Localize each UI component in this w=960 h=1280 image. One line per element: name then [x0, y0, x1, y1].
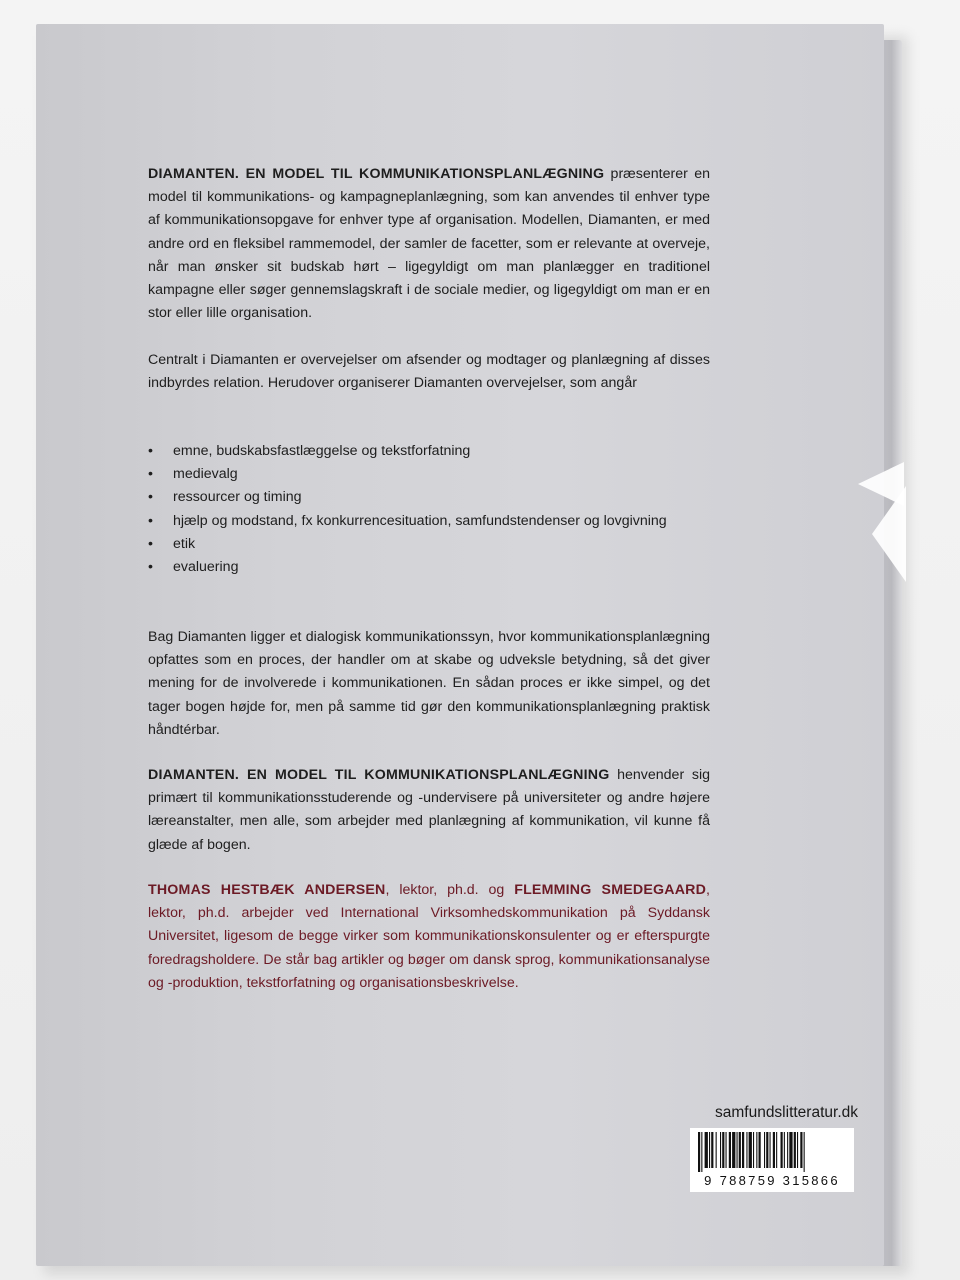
barcode-bars — [696, 1132, 848, 1172]
barcode-bar — [742, 1132, 744, 1168]
barcode-bar — [746, 1132, 747, 1168]
barcode-bar — [709, 1132, 710, 1168]
barcode-bar — [797, 1132, 798, 1168]
barcode-bar — [787, 1132, 788, 1168]
barcode-bar — [794, 1132, 796, 1168]
list-item: • emne, budskabsfastlæggelse og tekstforfatning — [148, 440, 708, 463]
barcode-bar — [781, 1132, 783, 1168]
barcode-bar — [720, 1132, 721, 1168]
book-title: DIAMANTEN. EN MODEL TIL KOMMUNIKATIONSPLANLÆGNING — [148, 166, 605, 182]
barcode-bar — [766, 1132, 768, 1168]
barcode-bar — [776, 1132, 777, 1168]
authors-bio: , lektor, ph.d. arbejder ved International Virksomhedskommunikation på Syddansk Universitet, ligesom de begge virker som kommunikationskonsulenter og er efterspurgte foredragsholdere. De står bag artikler og bøger om dansk sprog, kommunikationsanalyse og -produktion, tekstforfatning og organisationsbeskrivelse. — [148, 882, 710, 991]
barcode-bar — [773, 1132, 775, 1168]
author-connector: , lektor, ph.d. og — [385, 882, 515, 898]
intro-text: præsenterer en model til kommunikations- og kampagneplanlægning, som kan anvendes til enhver type af kommunikationsopgave for enhver type af organisation. Modellen, Diamanten, er med andre ord en fleksibel rammemodel, der samler de facetter, som er relevante at overveje, når man ønsker sit budskab hørt – ligegyldigt om man planlægger en traditionel kampagne eller søger gennemslagskraft i de sociale medier, og ligegyldigt om man er en stor eller lille organisation. — [148, 166, 710, 322]
barcode-bar — [716, 1132, 717, 1168]
barcode-bar — [770, 1132, 771, 1168]
book-title-repeat: DIAMANTEN. EN MODEL TIL KOMMUNIKATIONSPLANLÆGNING — [148, 767, 610, 783]
barcode-bar — [701, 1132, 702, 1172]
audience-text: henvender sig primært til kommunikationsstuderende og -undervisere på universiteter og andre højere læreanstalter, men alle, som arbejder med planlægning af kommunikation, vil kunne få glæde af bogen. — [148, 767, 710, 853]
authors-paragraph — [148, 879, 710, 995]
barcode-bar — [756, 1132, 757, 1168]
barcode-bar — [800, 1132, 802, 1168]
list-item: • etik — [148, 533, 708, 556]
author-name-1: THOMAS HESTBÆK ANDERSEN — [148, 882, 386, 898]
dialogic-paragraph: Bag Diamanten ligger et dialogisk kommunikationssyn, hvor kommunikationsplanlægning opfattes som en proces, der handler om at skabe og udveksle betydning, så det giver mening for de involverede i kommunikationen. En sådan proces er ikke simpel, og det tager bogen højde for, men på samme tid gør den kommunikationsplanlægning praktisk håndtérbar. — [148, 629, 710, 738]
publisher-website: samfundslitteratur.dk — [714, 1104, 858, 1121]
central-paragraph: Centralt i Diamanten er overvejelser om afsender og modtager og planlægning af disses indbyrdes relation. Herudover organiserer Diamanten overvejelser, som angår — [148, 352, 710, 392]
barcode — [690, 1128, 854, 1192]
barcode-bar — [726, 1132, 727, 1168]
barcode-bar — [739, 1132, 741, 1168]
topics-list — [148, 440, 708, 579]
barcode-bar — [759, 1132, 761, 1168]
list-item: • ressourcer og timing — [148, 486, 708, 509]
barcode-bar — [722, 1132, 724, 1168]
isbn-number: 9 788759 315866 — [704, 1173, 840, 1188]
list-item: • hjælp og modstand, fx konkurrencesituation, samfundstendenser og lovgivning — [148, 510, 708, 533]
spine-diamond-mark-lower — [872, 486, 906, 582]
list-item: • evaluering — [148, 556, 708, 579]
barcode-bar — [784, 1132, 785, 1168]
barcode-bar — [711, 1132, 713, 1168]
barcode-bar — [737, 1132, 738, 1168]
barcode-bar — [753, 1132, 754, 1168]
barcode-bar — [698, 1132, 700, 1172]
barcode-bar — [732, 1132, 735, 1168]
intro-paragraph — [148, 163, 710, 325]
list-item: • medievalg — [148, 463, 708, 486]
barcode-bar — [789, 1132, 792, 1168]
audience-paragraph — [148, 764, 710, 857]
barcode-bar — [729, 1132, 731, 1168]
barcode-bar — [749, 1132, 752, 1168]
barcode-bar — [764, 1132, 765, 1168]
author-name-2: FLEMMING SMEDEGAARD — [514, 882, 707, 898]
barcode-bar — [705, 1132, 708, 1168]
barcode-bar — [804, 1132, 805, 1172]
